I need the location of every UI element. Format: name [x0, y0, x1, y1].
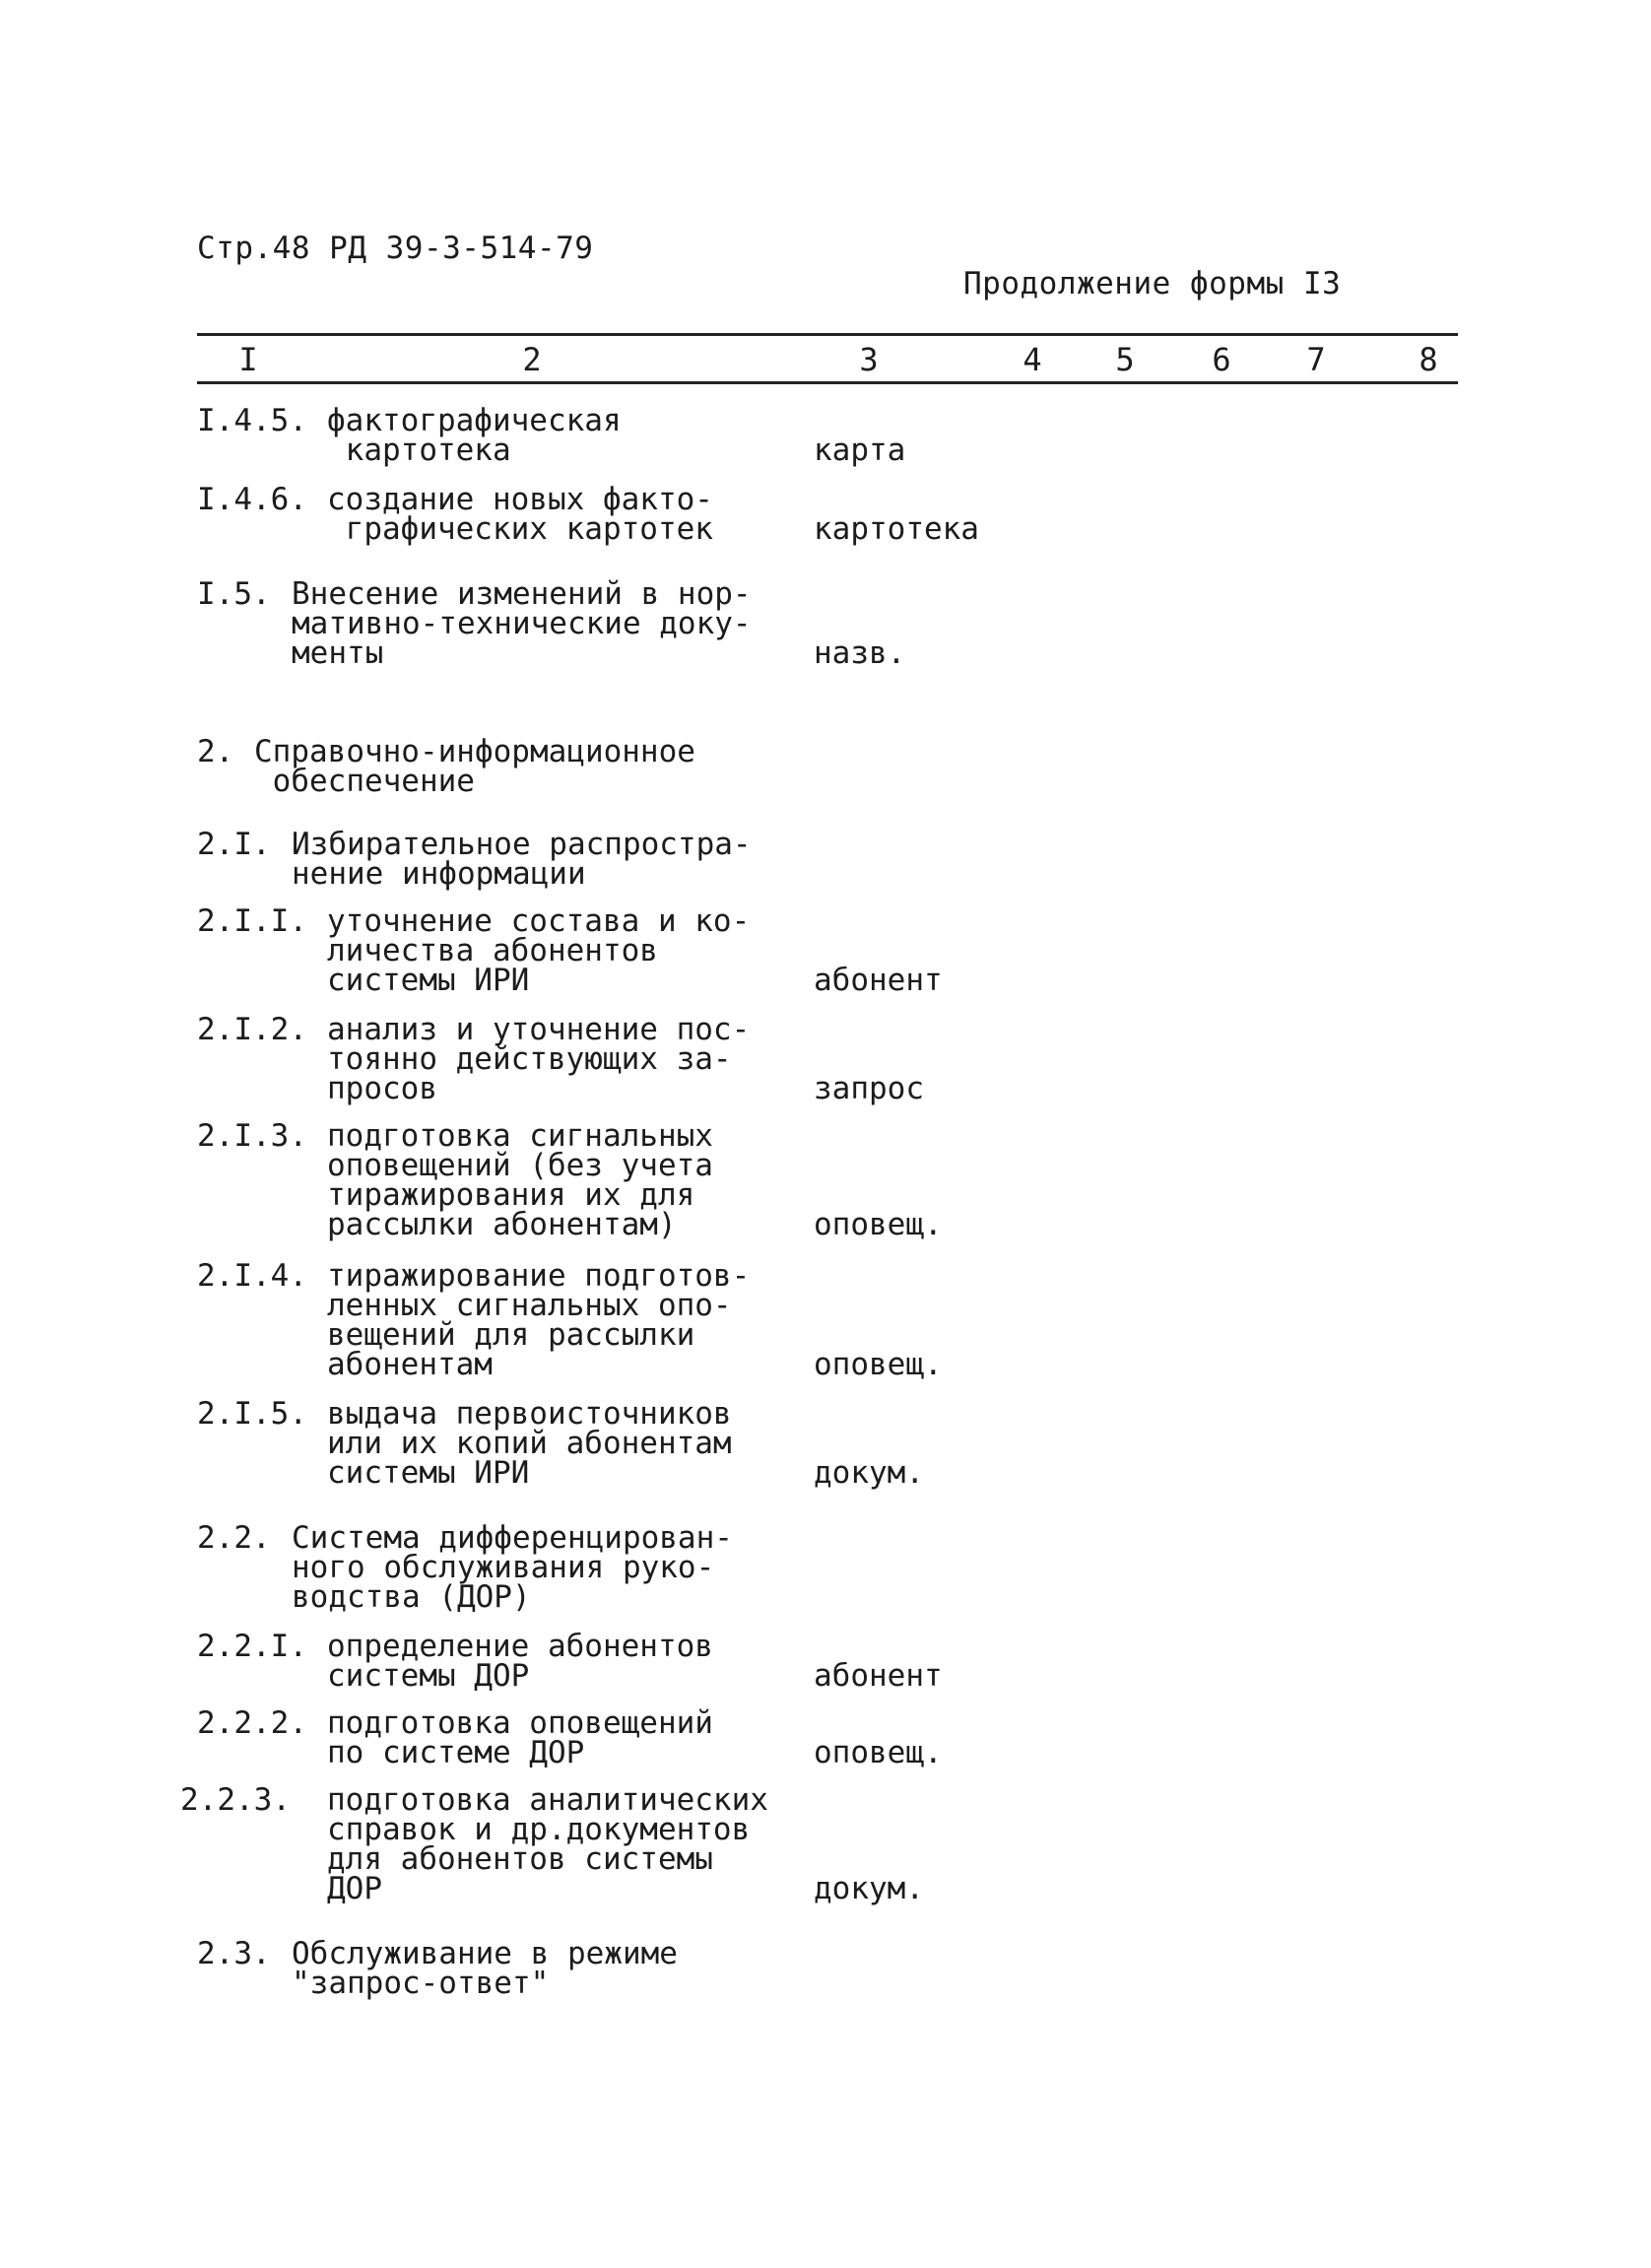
- row-number: 2.2.: [197, 1520, 271, 1556]
- row-description: Система дифференцирован- ного обслуживания руко- водства (ДОР): [292, 1520, 733, 1615]
- row-number: I.4.6.: [197, 482, 307, 517]
- row-unit: карта: [814, 433, 906, 468]
- row-number: 2.3.: [197, 1936, 271, 1971]
- row-description: определение абонентов системы ДОР: [327, 1629, 713, 1694]
- row-number: 2.I.4.: [197, 1258, 307, 1294]
- row-unit: оповещ.: [814, 1207, 943, 1242]
- column-header-7: 7: [1306, 341, 1326, 378]
- row-unit: картотека: [814, 511, 979, 547]
- row-number: 2.I.3.: [197, 1118, 307, 1154]
- row-description: Избирательное распростра- нение информации: [292, 827, 752, 892]
- row-description: тиражирование подготов- ленных сигнальных опо- вещений для рассылки абонентам: [327, 1258, 751, 1382]
- row-description: фактографическая картотека: [327, 403, 622, 468]
- column-header-6: 6: [1212, 341, 1231, 378]
- row-number: 2.: [197, 734, 234, 769]
- row-number: 2.2.2.: [197, 1705, 307, 1741]
- row-description: уточнение состава и ко- личества абонентов системы ИРИ: [327, 903, 751, 998]
- row-number: I.5.: [197, 576, 271, 612]
- column-header-5: 5: [1115, 341, 1135, 378]
- row-number: I.4.5.: [197, 403, 307, 438]
- row-number: 2.2.3.: [180, 1782, 291, 1818]
- row-unit: абонент: [814, 963, 943, 998]
- column-header-2: 2: [522, 341, 542, 378]
- row-description: подготовка аналитических справок и др.документов для абонентов системы ДОР: [327, 1782, 768, 1906]
- row-description: подготовка оповещений по системе ДОР: [327, 1705, 713, 1770]
- page-reference: Стр.48 РД 39-3-514-79: [197, 231, 594, 266]
- row-number: 2.2.I.: [197, 1629, 307, 1664]
- column-header-4: 4: [1023, 341, 1042, 378]
- table-header-rule: [197, 381, 1458, 384]
- row-number: 2.I.5.: [197, 1396, 307, 1432]
- row-unit: докум.: [814, 1455, 924, 1491]
- row-number: 2.I.I.: [197, 903, 307, 939]
- row-description: создание новых факто- графических картотек: [327, 482, 713, 547]
- row-description: Обслуживание в режиме "запрос-ответ": [292, 1936, 678, 2001]
- row-unit: оповещ.: [814, 1735, 943, 1770]
- row-unit: докум.: [814, 1871, 924, 1906]
- column-header-3: 3: [859, 341, 879, 378]
- row-unit: абонент: [814, 1658, 943, 1694]
- column-header-1: I: [238, 341, 258, 378]
- row-number: 2.I.: [197, 827, 271, 862]
- row-unit: назв.: [814, 635, 906, 671]
- row-description: анализ и уточнение пос- тоянно действующих за- просов: [327, 1012, 751, 1106]
- row-description: Справочно-информационное обеспечение: [254, 734, 695, 799]
- row-unit: запрос: [814, 1071, 924, 1106]
- form-continuation-title: Продолжение формы I3: [963, 266, 1342, 301]
- row-description: подготовка сигнальных оповещений (без учета тиражирования их для рассылки абонентам): [327, 1118, 713, 1242]
- table-top-rule: [197, 333, 1458, 336]
- column-header-8: 8: [1419, 341, 1438, 378]
- row-description: выдача первоисточников или их копий абонентам системы ИРИ: [327, 1396, 732, 1491]
- row-description: Внесение изменений в нор- мативно-технические доку- менты: [292, 576, 752, 671]
- row-number: 2.I.2.: [197, 1012, 307, 1047]
- row-unit: оповещ.: [814, 1347, 943, 1382]
